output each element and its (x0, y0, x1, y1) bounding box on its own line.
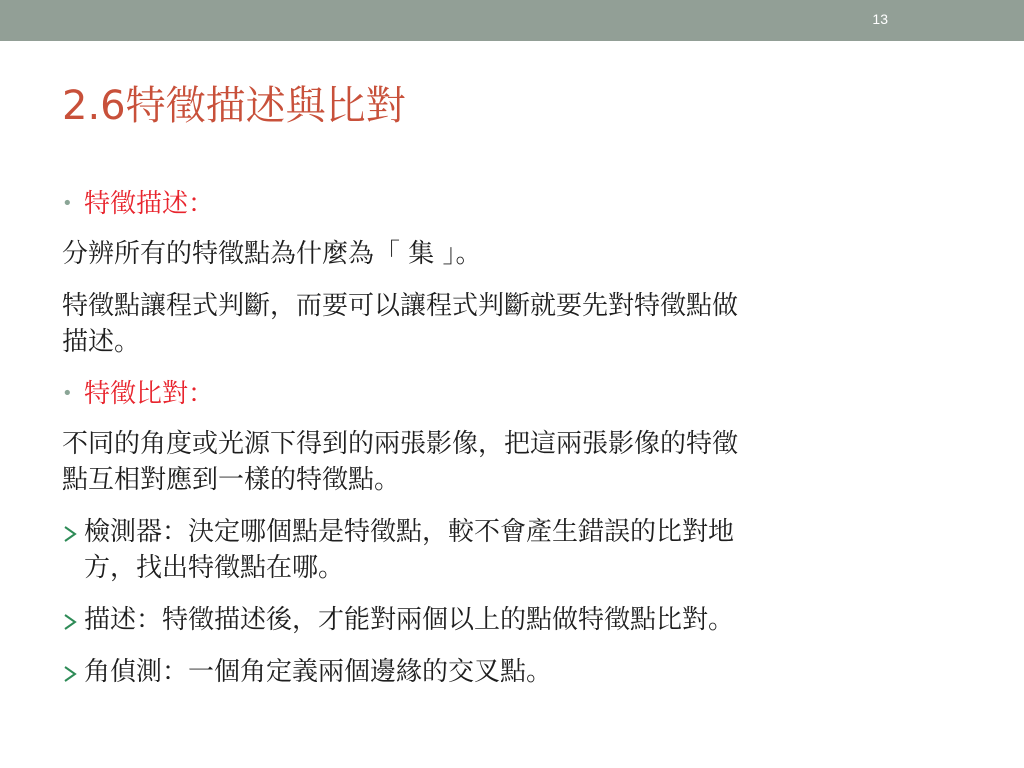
page-number: 13 (872, 11, 888, 27)
paragraph-line: 描述。 (62, 327, 141, 357)
slide-title: 2.6特徵描述與比對 (62, 83, 406, 129)
arrow-item-corner (62, 654, 962, 690)
paragraph-line: 不同的角度或光源下得到的兩張影像，把這兩張影像的特徵 (62, 429, 739, 459)
arrow-bullet-icon (62, 605, 80, 635)
paragraph-line: 點互相對應到一樣的特徵點。 (62, 465, 401, 495)
slide-content (62, 186, 962, 706)
arrow-bullet-icon (62, 657, 80, 687)
arrow-bullet-icon (62, 517, 80, 547)
bullet-dot-icon: • (62, 383, 73, 404)
paragraph-classify: 分辨所有的特徵點為什麼為「 集 」。 (62, 239, 482, 269)
bullet-heading-descriptor (62, 186, 962, 222)
arrow-item-text: 描述：特徵描述後，才能對兩個以上的點做特徵點比對。 (84, 605, 735, 635)
arrow-item-descriptor (62, 602, 962, 638)
top-bar (0, 0, 1024, 41)
bullet-heading-matching (62, 376, 962, 412)
arrow-item-text: 角偵測：一個角定義兩個邊緣的交叉點。 (84, 657, 553, 687)
arrow-item-detector (62, 514, 962, 586)
heading-text: 特徵比對： (84, 379, 215, 409)
arrow-item-line: 檢測器：決定哪個點是特徵點，較不會產生錯誤的比對地 (84, 517, 735, 547)
arrow-item-line: 方，找出特徵點在哪。 (84, 553, 345, 583)
paragraph-describe (62, 288, 962, 360)
heading-text: 特徵描述： (84, 189, 215, 219)
paragraph-matching (62, 426, 962, 498)
bullet-dot-icon: • (62, 193, 73, 214)
paragraph-line: 特徵點讓程式判斷，而要可以讓程式判斷就要先對特徵點做 (62, 291, 739, 321)
